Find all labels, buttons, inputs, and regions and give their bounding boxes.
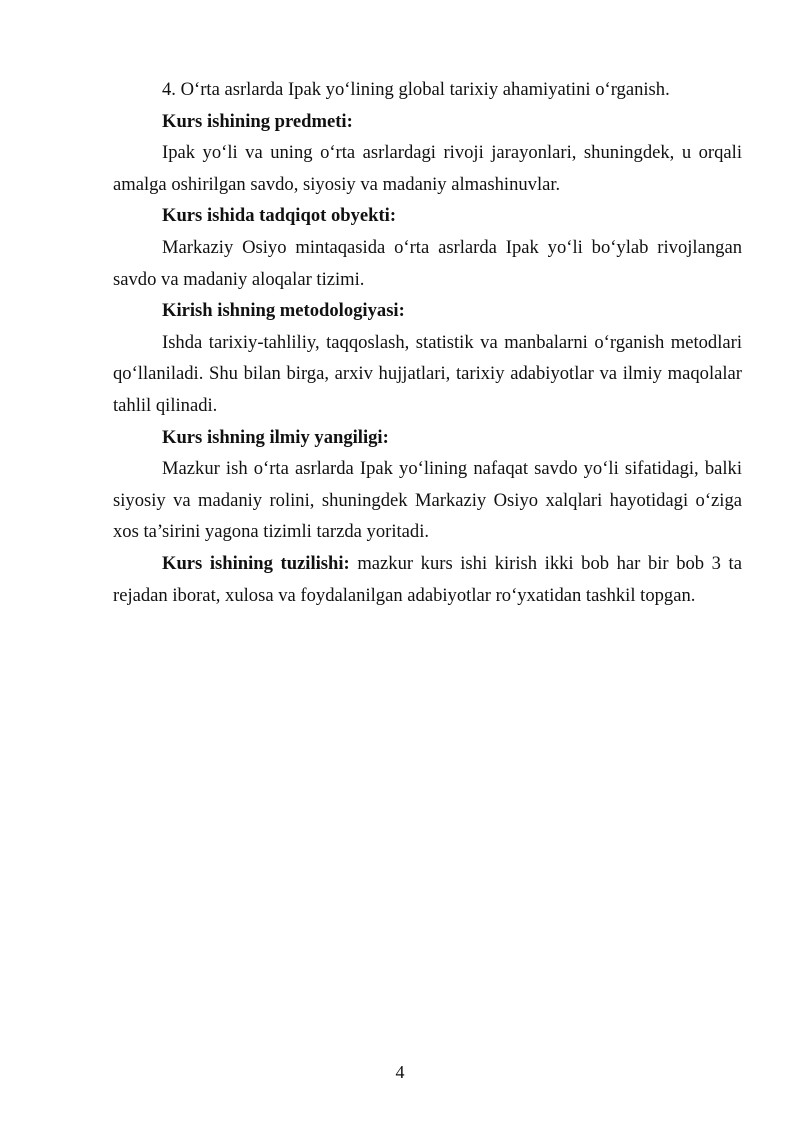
structure-text: mazkur kurs ishi kirish ikki bob har bir bob 3 ta rejadan iborat, xulosa va foydalanilgan adabiyotlar ro‘yxatidan tashkil topgan. [113,552,742,606]
page-number: 4 [395,1062,405,1082]
structure-heading: Kurs ishining tuzilishi: [162,552,350,574]
subject-heading: Kurs ishining predmeti: [162,110,353,132]
objective-item-4: 4. O‘rta asrlarda Ipak yo‘lining global tarixiy ahamiyatini o‘rganish. [162,79,670,100]
subject-text: Ipak yo‘li va uning o‘rta asrlardagi rivoji jarayonlari, shuningdek, u orqali amalga oshirilgan savdo, siyosiy va madaniy almashinuvlar. [113,142,742,195]
document-body [113,74,742,611]
structure-paragraph [113,548,742,611]
novelty-text: Mazkur ish o‘rta asrlarda Ipak yo‘lining nafaqat savdo yo‘li sifatidagi, balki siyosiy va madaniy rolini, shuningdek Markaziy Osiyo xalqlari hayotidagi o‘ziga xos ta’sirini yagona tizimli tarzda yoritadi. [113,458,742,543]
methodology-heading: Kirish ishning metodologiyasi: [162,300,405,322]
methodology-text: Ishda tarixiy-tahliliy, taqqoslash, statistik va manbalarni o‘rganish metodlari qo‘llaniladi. Shu bilan birga, arxiv hujjatlari, tarixiy adabiyotlar va ilmiy maqolalar tahlil qilinadi. [113,331,742,416]
object-heading: Kurs ishida tadqiqot obyekti: [162,205,397,227]
object-text: Markaziy Osiyo mintaqasida o‘rta asrlarda Ipak yo‘li bo‘ylab rivojlangan savdo va madaniy aloqalar tizimi. [113,236,742,290]
novelty-heading: Kurs ishning ilmiy yangiligi: [162,426,389,448]
